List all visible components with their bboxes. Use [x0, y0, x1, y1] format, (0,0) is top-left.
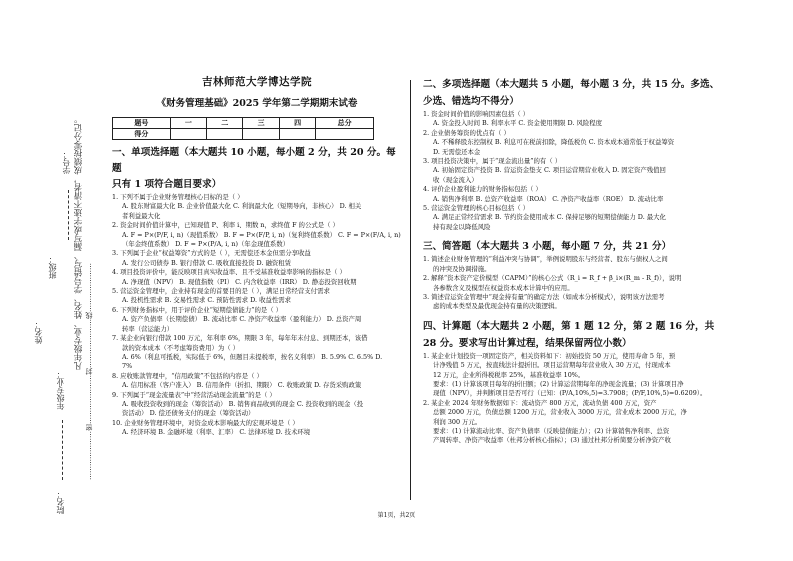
score-input-cell[interactable]: [207, 129, 243, 140]
school-name: 吉林师范大学博达学院: [202, 76, 312, 88]
question-line: 1. 某企业计划投资一项固定资产，相关资料如下：初始投资 50 万元，使用寿命 5 年，预: [423, 351, 676, 360]
question-line: 款的资本成本（不考虑筹资费用）为（ ）: [122, 343, 240, 352]
question-line: 2. 解释“资本资产定价模型（CAPM）”的核心公式（R_i = R_f + β_i×(R_m - R_f)），说明: [423, 274, 682, 283]
score-cell: 四: [279, 118, 315, 129]
score-cell: 总分: [316, 118, 374, 129]
question-line: A. 投机性需求 B. 交易性需求 C. 预防性需求 D. 收益性需求: [122, 296, 292, 305]
seal-line: …………………密…………………封…………………线…………………: [85, 263, 93, 480]
question-line: 1. 下列不属于企业财务管理核心目标的是（ ）: [112, 193, 244, 201]
question-line: 6. 下列财务指标中，用于评价企业“短期偿债能力”的是（ ）: [112, 305, 283, 314]
question-line: 3. 项目投资决策中，属于“现金流出量”的有（ ）: [423, 157, 562, 166]
question-line: （年金终值系数） D. F = P×(P/A, i, n)（年金现值系数）: [122, 240, 290, 249]
question-line: 1. 资金时间价值的影响因素包括（ ）: [423, 110, 530, 118]
score-table: [112, 117, 374, 140]
question-line: 收（现金流入）: [433, 175, 478, 184]
class-label: 班级：: [48, 255, 57, 279]
question-line: 7. 某企业向银行借款 100 万元，年利率 6%，期限 3 年，每年年末付息、到期还本，该借: [112, 334, 368, 343]
section1-questions: [112, 193, 402, 438]
column-divider: [410, 80, 411, 500]
question-line: 12 万元，企业所得税税率 25%，基准收益率 10%。: [433, 370, 585, 379]
question-line: A. 不稀释股东控制权 B. 利息可在税前扣除，降低税负 C. 资本成本通常低于权益筹资: [433, 138, 675, 147]
section4-title-line2: 28 分。要求写出计算过程，结果保留两位小数）: [423, 337, 632, 349]
question-line: 现值（NPV），并判断项目是否可行（已知：(P/A,10%,5)=3.7908；(P/F,10%,5)=0.6209）。: [433, 389, 707, 398]
question-line: 2. 某企业 2024 年财务数据如下：流动资产 800 万元，流动负债 400 万元，资产: [423, 398, 657, 407]
score-input-cell[interactable]: [279, 129, 315, 140]
question-line: A. 6%（利息可抵税，实际低于 6%，但题目未提税率，按名义利率） B. 5.9% C. 6.5% D.: [122, 352, 383, 361]
question-line: A. 资金投入时间 B. 利率水平 C. 资金使用期限 D. 风险程度: [433, 119, 603, 128]
question-line: 9. 下列属于“现金流量表”中“经营活动现金流量”的是（ ）: [112, 390, 276, 399]
question-line: 利润 300 万元。: [433, 417, 482, 426]
question-line: 总额 2000 万元，负债总额 1200 万元，营业收入 3000 万元，营业成本 2000 万元，净: [433, 408, 687, 417]
question-line: A. 销售净利率 B. 总资产收益率（ROA） C. 净资产收益率（ROE） D. 流动比率: [433, 194, 664, 203]
binding-strip: [0, 0, 106, 561]
question-line: 的冲突及协调措施。: [433, 264, 491, 273]
question-line: A. 信用标准（客户准入） B. 信用条件（折扣、期限） C. 收账政策 D. 存货采购政策: [122, 381, 362, 390]
question-line: 要求：(1) 计算该项目每年的折旧额；(2) 计算运营期每年的净现金流量；(3) 计算项目净: [433, 379, 684, 388]
question-line: 虑的成本类型及最优现金持有量的决策逻辑。: [433, 302, 561, 311]
question-line: A. 资产负债率（长期偿债） B. 流动比率 C. 净资产收益率（盈利能力） D. 总资产周: [122, 315, 362, 324]
question-line: D. 无需偿还本金: [433, 147, 481, 156]
question-line: 要求：(1) 计算流动比率、资产负债率（反映偿债能力）；(2) 计算销售净利率、总资: [433, 426, 670, 435]
section3-questions: [423, 255, 723, 311]
question-line: A. 经济环境 B. 金融环境（利率、汇率） C. 法律环境 D. 技术环境: [122, 428, 311, 437]
question-line: 2. 企业债务筹资的优点有（ ）: [423, 128, 510, 137]
left-column: [112, 74, 402, 438]
score-cell: 得分: [113, 129, 171, 140]
college-label: 院名：: [56, 490, 65, 514]
score-cell: 一: [170, 118, 206, 129]
question-line: 2. 资金时间价值计算中，已知现值 P、利率 i、期数 n，求终值 F 的公式是（ ）: [112, 221, 339, 230]
question-line: 8. 应收账款管理中，“信用政策”不包括的内容是（ ）: [112, 371, 263, 380]
student-id-line: [68, 190, 69, 240]
score-cell: 三: [243, 118, 279, 129]
question-line: 1. 简述企业财务管理的“利益冲突与协调”，举例说明股东与经营者、股东与债权人之间: [423, 255, 668, 264]
question-line: 4. 评价企业盈利能力的财务指标包括（ ）: [423, 185, 542, 194]
question-line: 者利益最大化: [122, 211, 161, 220]
question-line: 资活动） D. 偿还债务支付的现金（筹资活动）: [122, 409, 255, 418]
section4-questions: [423, 352, 723, 446]
score-input-cell[interactable]: [316, 129, 374, 140]
grade-major-label: 年级专业：: [56, 370, 65, 410]
question-line: A. 发行公司债券 B. 银行借款 C. 吸收直接投资 D. 融资租赁: [122, 258, 292, 267]
question-line: 转率（营运能力）: [122, 324, 174, 333]
section1-title-line2: 只有 1 项符合题目要求）: [112, 179, 222, 190]
question-line: A. F = P×(P/F, i, n)（现值系数） B. F = P×(F/P, i, n)（复利终值系数） C. F = P×(F/A, i, n): [122, 230, 401, 239]
score-table-score-row: [113, 129, 374, 140]
question-line: A. 吸收投资收到的现金（筹资活动） B. 销售商品收到的现金 C. 投资收到的现金（投: [122, 399, 364, 408]
question-line: 10. 企业财务管理环境中，对资金成本影响最大的宏观环境是（ ）: [112, 418, 299, 427]
question-line: 持有现金以降低风险: [433, 222, 491, 231]
section2-questions: [423, 110, 723, 232]
question-line: A. 满足正常经营需求 B. 节约资金使用成本 C. 保持足够的短期偿债能力 D. 最大化: [433, 213, 666, 222]
score-table-header-row: [113, 118, 374, 129]
question-line: 各参数含义及模型在权益资本成本计算中的应用。: [433, 283, 574, 292]
section3-title: 三、简答题（本大题共 3 小题，每小题 7 分，共 21 分）: [423, 241, 672, 253]
question-line: 7%: [122, 362, 133, 371]
section2-title-line2: 少选、错选均不得分）: [423, 96, 519, 107]
score-input-cell[interactable]: [243, 129, 279, 140]
score-input-cell[interactable]: [170, 129, 206, 140]
section4-title: 四、计算题（本大题共 2 小题，第 1 题 12 分，第 2 题 16 分，共: [423, 320, 715, 332]
binding-note: 凡年级专业、姓名、学号错写、漏写或字迹不清者，成绩按零分记。: [74, 115, 84, 370]
question-line: 5. 营运资金管理的核心目标包括（ ）: [423, 204, 530, 213]
question-line: 3. 下列属于企业“权益筹资”方式的是（ ），无需偿还本金但需分享收益: [112, 249, 311, 258]
score-cell: 二: [207, 118, 243, 129]
score-cell: 题号: [113, 118, 171, 129]
exam-title: 《财务管理基础》2025 学年第二学期期末试卷: [156, 98, 358, 109]
student-id-label: 学号：: [62, 150, 71, 174]
name-label: 姓名：: [34, 320, 43, 344]
question-line: A. 初始固定资产投资 B. 营运资金垫支 C. 项目运营期营业收入 D. 固定资产残值回: [433, 166, 666, 175]
right-column: [423, 76, 723, 446]
section1-title: 一、单项选择题（本大题共 10 小题，每小题 2 分，共 20 分。每题: [112, 147, 396, 174]
question-line: 计净残值 5 万元，按直线法计提折旧。项目运营期每年营业收入 30 万元，付现成本: [433, 361, 671, 370]
question-line: 产周转率、净资产收益率（杜邦分析核心指标）；(3) 通过杜邦分析简要分析净资产收: [433, 436, 671, 445]
question-line: A. 净现值（NPV） B. 现值指数（PI） C. 内含收益率（IRR） D. 静态投资回收期: [122, 277, 357, 286]
page-footer: 第1页，共2页: [377, 512, 416, 519]
question-line: A. 股东财富最大化 B. 企业价值最大化 C. 利润最大化（短期导向，非核心） D. 相关: [122, 202, 362, 211]
question-line: 3. 简述营运资金管理中“现金持有量”的确定方法（如成本分析模式），说明该方法需考: [423, 292, 665, 301]
question-line: 5. 营运资金管理中，企业持有现金的首要目的是（ ），满足日常经营支付需求: [112, 287, 330, 296]
grade-major-line: [62, 420, 63, 480]
question-line: 4. 项目投资评价中，能反映项目真实收益率、且不受基准收益率影响的指标是（ ）: [112, 268, 346, 277]
section2-title: 二、多项选择题（本大题共 5 小题，每小题 3 分，共 15 分。多选、: [423, 79, 720, 90]
